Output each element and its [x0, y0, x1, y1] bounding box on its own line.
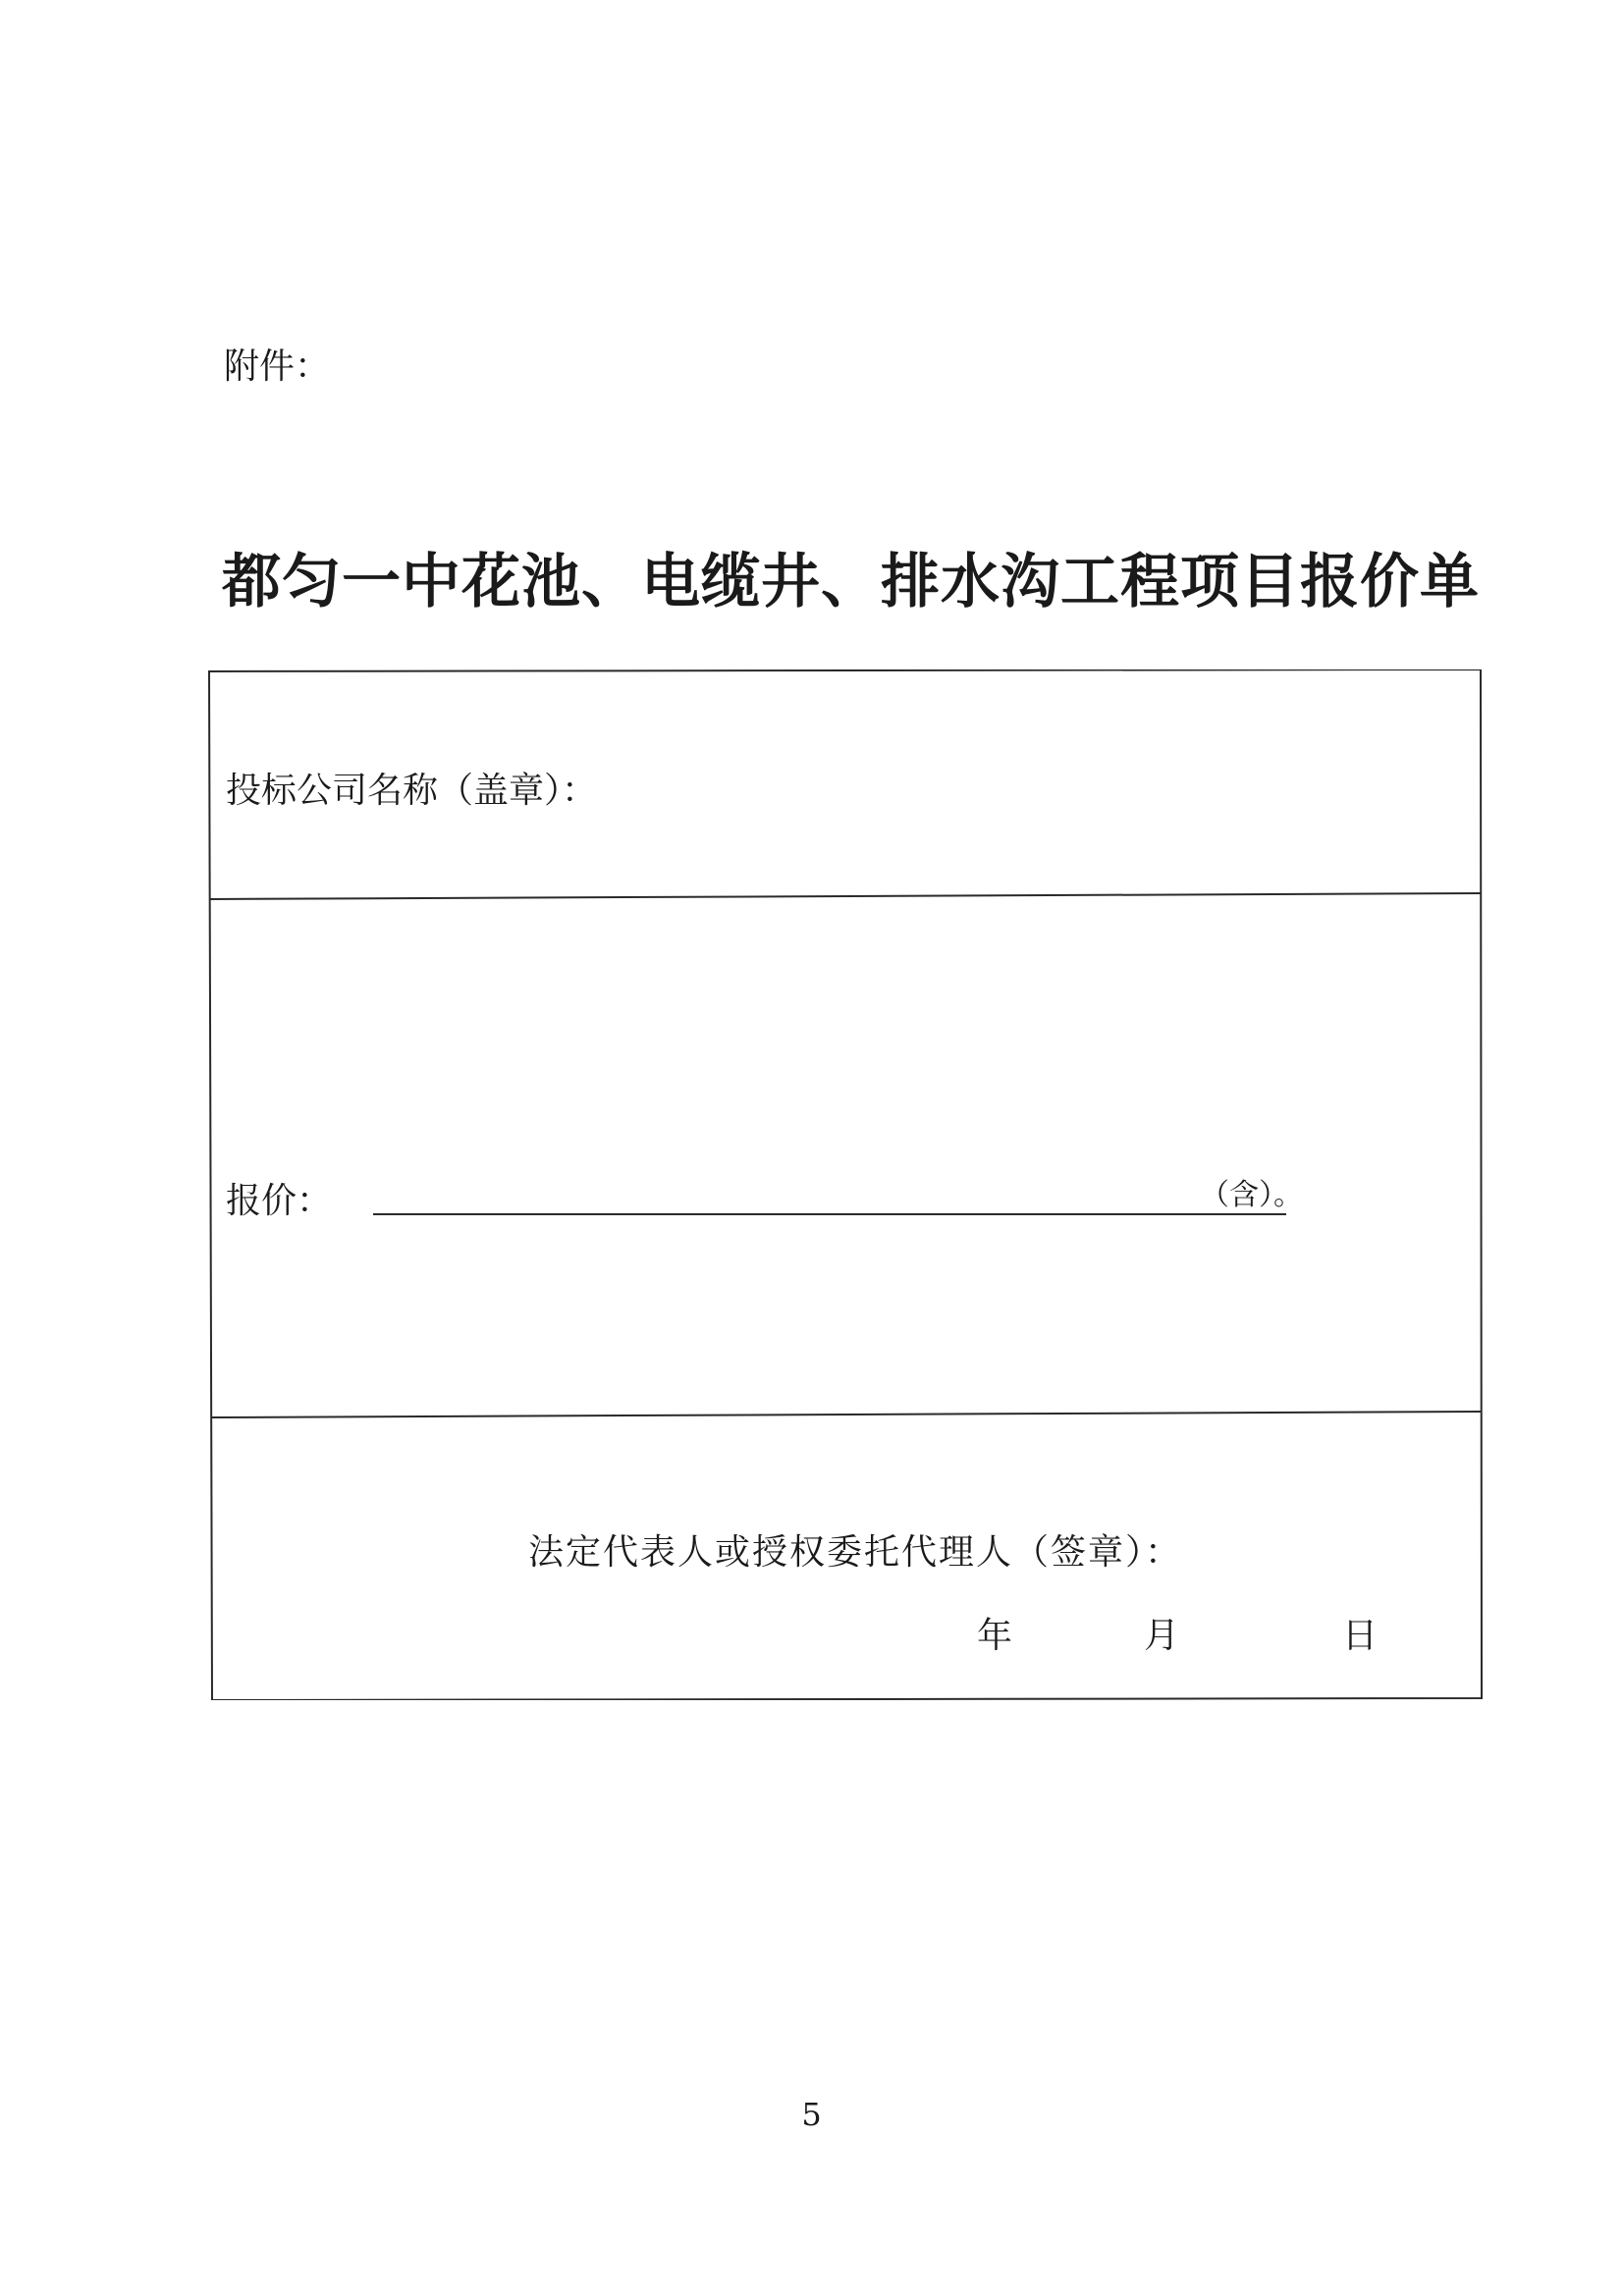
date-month-label: 月 — [1144, 1616, 1180, 1656]
price-underline — [373, 1213, 1286, 1215]
company-name-label: 投标公司名称（盖章）： — [226, 771, 598, 811]
date-day-label: 日 — [1342, 1616, 1379, 1656]
attachment-label: 附件： — [224, 347, 331, 387]
date-year-label: 年 — [977, 1616, 1013, 1656]
document-title: 都匀一中花池、电缆井、排水沟工程项目报价单 — [222, 548, 1480, 616]
table-row-divider-1 — [209, 893, 1481, 899]
table-row-divider-2 — [211, 1412, 1482, 1417]
signature-label: 法定代表人或授权委托代理人（签章）： — [528, 1532, 1183, 1573]
price-suffix: （含）。 — [1200, 1178, 1303, 1212]
price-label: 报价： — [226, 1181, 333, 1221]
page-number: 5 — [801, 2096, 822, 2133]
